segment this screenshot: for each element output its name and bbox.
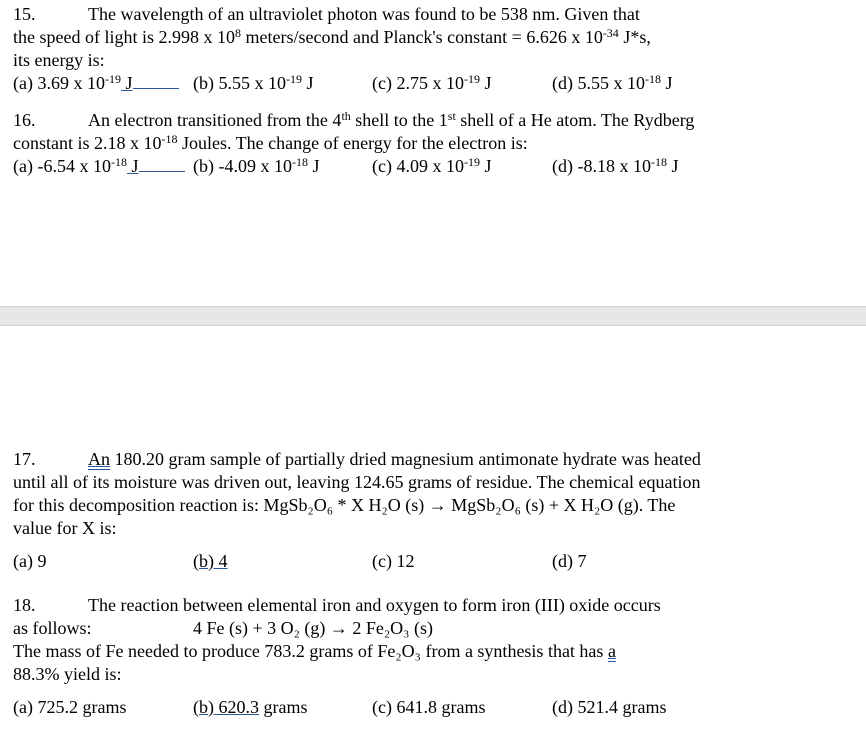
question-17: 17. An 180.20 gram sample of partially dried magnesium antimonate hydrate was heated until all of its moisture was driven out, leaving 124.65 grams of residue. The chemical equation for this decomposition reaction is: MgSb₂O₆ * X H₂O (s) → MgSb₂O₆ (s) + X H₂O (g). The value for X is: (a) 9 (b) 4 (c) 12 (d) 7 xyxy=(13,448,813,573)
question-number: 16. xyxy=(13,110,36,130)
option-c[interactable]: (c) 2.75 x $10^{-19}$ J xyxy=(372,72,492,93)
answer-options xyxy=(13,155,813,178)
question-text: The wavelength of an ultraviolet photon was found to be 538 nm. Given that xyxy=(88,4,640,24)
option-d[interactable]: (d) 521.4 grams xyxy=(552,697,667,717)
question-number: 15. xyxy=(13,4,36,24)
option-a[interactable]: (a) 3.69 x $10^{-19}$ J xyxy=(13,72,179,95)
spellcheck-word: a xyxy=(607,641,616,661)
document-page-1 xyxy=(0,0,866,306)
option-a[interactable]: (a) 9 xyxy=(13,551,47,571)
answer-options xyxy=(13,72,813,95)
chemical-equation-line: for this decomposition reaction is: MgSb₂O₆ * X H₂O (s) → MgSb₂O₆ (s) + X H₂O (g). The xyxy=(13,495,676,515)
answer-options xyxy=(13,550,813,573)
option-d[interactable]: (d) 7 xyxy=(552,551,587,571)
answer-blank xyxy=(133,74,179,89)
document-page-2 xyxy=(0,326,866,735)
question-18: 18. The reaction between elemental iron and oxygen to form iron (III) oxide occurs as follows: 4 Fe (s) + 3 O₂ (g) → 2 Fe₂O₃ (s) The mass of Fe needed to produce 783.2 grams of Fe₂O₃ from a synthesis that has a 88.3% yield is: (a) 725.2 grams (b) 620.3 grams (c) 641.8 grams (d) 521.4 grams xyxy=(13,594,813,719)
option-c[interactable]: (c) 12 xyxy=(372,551,415,571)
option-b[interactable]: (b) 4 xyxy=(193,551,228,571)
chemical-equation: 4 Fe (s) + 3 O₂ (g) → 2 Fe₂O₃ (s) xyxy=(193,618,433,638)
option-c[interactable]: (c) 4.09 x $10^{-19}$ J xyxy=(372,155,492,176)
question-number: 17. xyxy=(13,449,36,469)
option-b[interactable]: (b) 5.55 x $10^{-19}$ J xyxy=(193,72,314,93)
question-number: 18. xyxy=(13,595,36,615)
option-d[interactable]: (d) -8.18 x $10^{-18}$ J xyxy=(552,155,679,176)
question-15: 15. The wavelength of an ultraviolet photon was found to be 538 nm. Given that the speed of light is 2.998 x $10^8$ meters/second and Planck's constant = 6.626 x $10^{-34}$ J*s, its energy is: (a) 3.69 x $10^{-19}$ J (b) 5.55 x $10^{-19}$ J (c) 2.75 x $10^{-19}$ J (d) 5.55 x $10^{-18}$ J xyxy=(13,3,813,95)
answer-blank xyxy=(139,157,185,172)
answer-options xyxy=(13,696,813,719)
option-a[interactable]: (a) -6.54 x $10^{-18}$ J xyxy=(13,155,185,178)
option-a[interactable]: (a) 725.2 grams xyxy=(13,697,127,717)
question-16: 16. An electron transitioned from the 4th shell to the 1st shell of a He atom. The Rydberg constant is 2.18 x $10^{-18}$ Joules. The change of energy for the electron is: (a) -6.54 x $10^{-18}$ J (b) -4.09 x $10^{-18}$ J (c) 4.09 x $10^{-19}$ J (d) -8.18 x $10^{-18}$ J xyxy=(13,109,813,178)
option-b[interactable]: (b) -4.09 x $10^{-18}$ J xyxy=(193,155,320,176)
spellcheck-word: An xyxy=(88,449,110,469)
option-b[interactable]: (b) 620.3 grams xyxy=(193,697,308,717)
page-break xyxy=(0,306,866,326)
option-c[interactable]: (c) 641.8 grams xyxy=(372,697,486,717)
option-d[interactable]: (d) 5.55 x $10^{-18}$ J xyxy=(552,72,673,93)
